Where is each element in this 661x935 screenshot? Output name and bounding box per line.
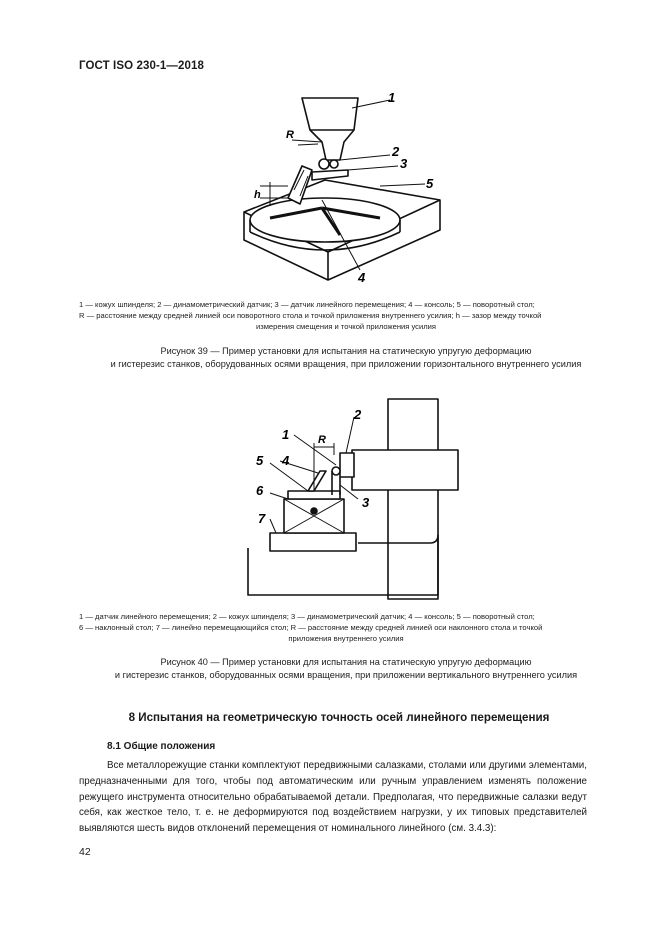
figure-40-legend-line: 1 — датчик линейного перемещения; 2 — кожух шпинделя; 3 — динамометрический датчик; 4 — консоль; 5 — поворотный стол; <box>79 612 535 621</box>
fig39-label-1: 1 <box>388 90 396 105</box>
fig39-label-h: h <box>254 189 261 201</box>
spindle-arm <box>352 450 458 490</box>
figure-39-legend <box>79 299 613 333</box>
fig40-label-R: R <box>318 434 326 446</box>
machine-column <box>388 399 438 599</box>
fig40-label-3: 3 <box>362 495 370 510</box>
figure-40-legend-line: 6 — наклонный стол; 7 — линейно перемещающийся стол; R — расстояние между средней линией оси наклонного стола и точкой <box>79 623 543 633</box>
figure-40-drawing <box>240 395 465 600</box>
bracket <box>308 471 326 491</box>
section-paragraph: Все металлорежущие станки комплектуют передвижными салазками, столами или другими элементами, предназначенными для того, чтобы под автоматическим или ручным управлением изменять положение режущего инструмента относительно обрабатываемой детали. Предполагая, что передвижные салазки ведут себя, как жесткое тело, т. е. не деформируются под воздействием нагрузки, у их типовых представителей выявляются шесть видов отклонений перемещения от номинального линейного (см. 3.4.3): <box>79 760 587 835</box>
linear-sensor <box>312 170 348 180</box>
fig40-label-4: 4 <box>282 453 290 468</box>
figure-39-caption-line: Рисунок 39 — Пример установки для испытания на статическую упругую деформацию <box>160 346 532 356</box>
fig40-label-2: 2 <box>354 407 362 422</box>
fig39-label-4: 4 <box>358 270 366 285</box>
figure-39-caption-line: и гистерезис станков, оборудованных осями вращения, при приложении горизонтального внутреннего усилия <box>110 359 582 369</box>
subsection-title: 8.1 Общие положения <box>107 741 216 752</box>
page-number: 42 <box>79 846 91 858</box>
document-header: ГОСТ ISO 230-1—2018 <box>79 60 204 72</box>
section-title: 8 Испытания на геометрическую точность осей линейного перемещения <box>128 711 550 724</box>
figure-39-caption <box>79 345 613 371</box>
spindle-housing <box>302 98 358 160</box>
figure-39-legend-line: 1 — кожух шпинделя; 2 — динамометрический датчик; 3 — датчик линейного перемещения; 4 — консоль; 5 — поворотный стол; <box>79 300 535 309</box>
fig39-label-5: 5 <box>426 176 434 191</box>
figure-40-legend <box>79 611 613 645</box>
fig39-label-3: 3 <box>400 156 408 171</box>
spindle-housing <box>340 453 354 477</box>
fig40-label-5: 5 <box>256 453 264 468</box>
figure-39-drawing <box>230 80 460 290</box>
figure-40-caption <box>79 656 613 682</box>
fig40-label-6: 6 <box>256 483 264 498</box>
fig39-label-R: R <box>286 129 294 141</box>
figure-39-legend-line: R — расстояние между средней линией оси поворотного стола и точкой приложения внутреннего усилия; h — зазор между точкой <box>79 311 542 321</box>
figure-40-caption-line: Рисунок 40 — Пример установки для испытания на статическую упругую деформацию <box>160 657 532 667</box>
figure-40-caption-line: и гистерезис станков, оборудованных осями вращения, при приложении вертикального внутреннего усилия <box>114 670 578 680</box>
linear-table <box>270 533 356 551</box>
fig40-label-1: 1 <box>282 427 290 442</box>
figure-40-legend-line: приложения внутреннего усилия <box>288 634 404 644</box>
fig39-label-2: 2 <box>392 144 400 159</box>
figure-39-legend-line: измерения смещения и точкой приложения усилия <box>255 322 437 332</box>
dynamometric-sensor <box>319 159 329 169</box>
fig40-label-7: 7 <box>258 511 266 526</box>
